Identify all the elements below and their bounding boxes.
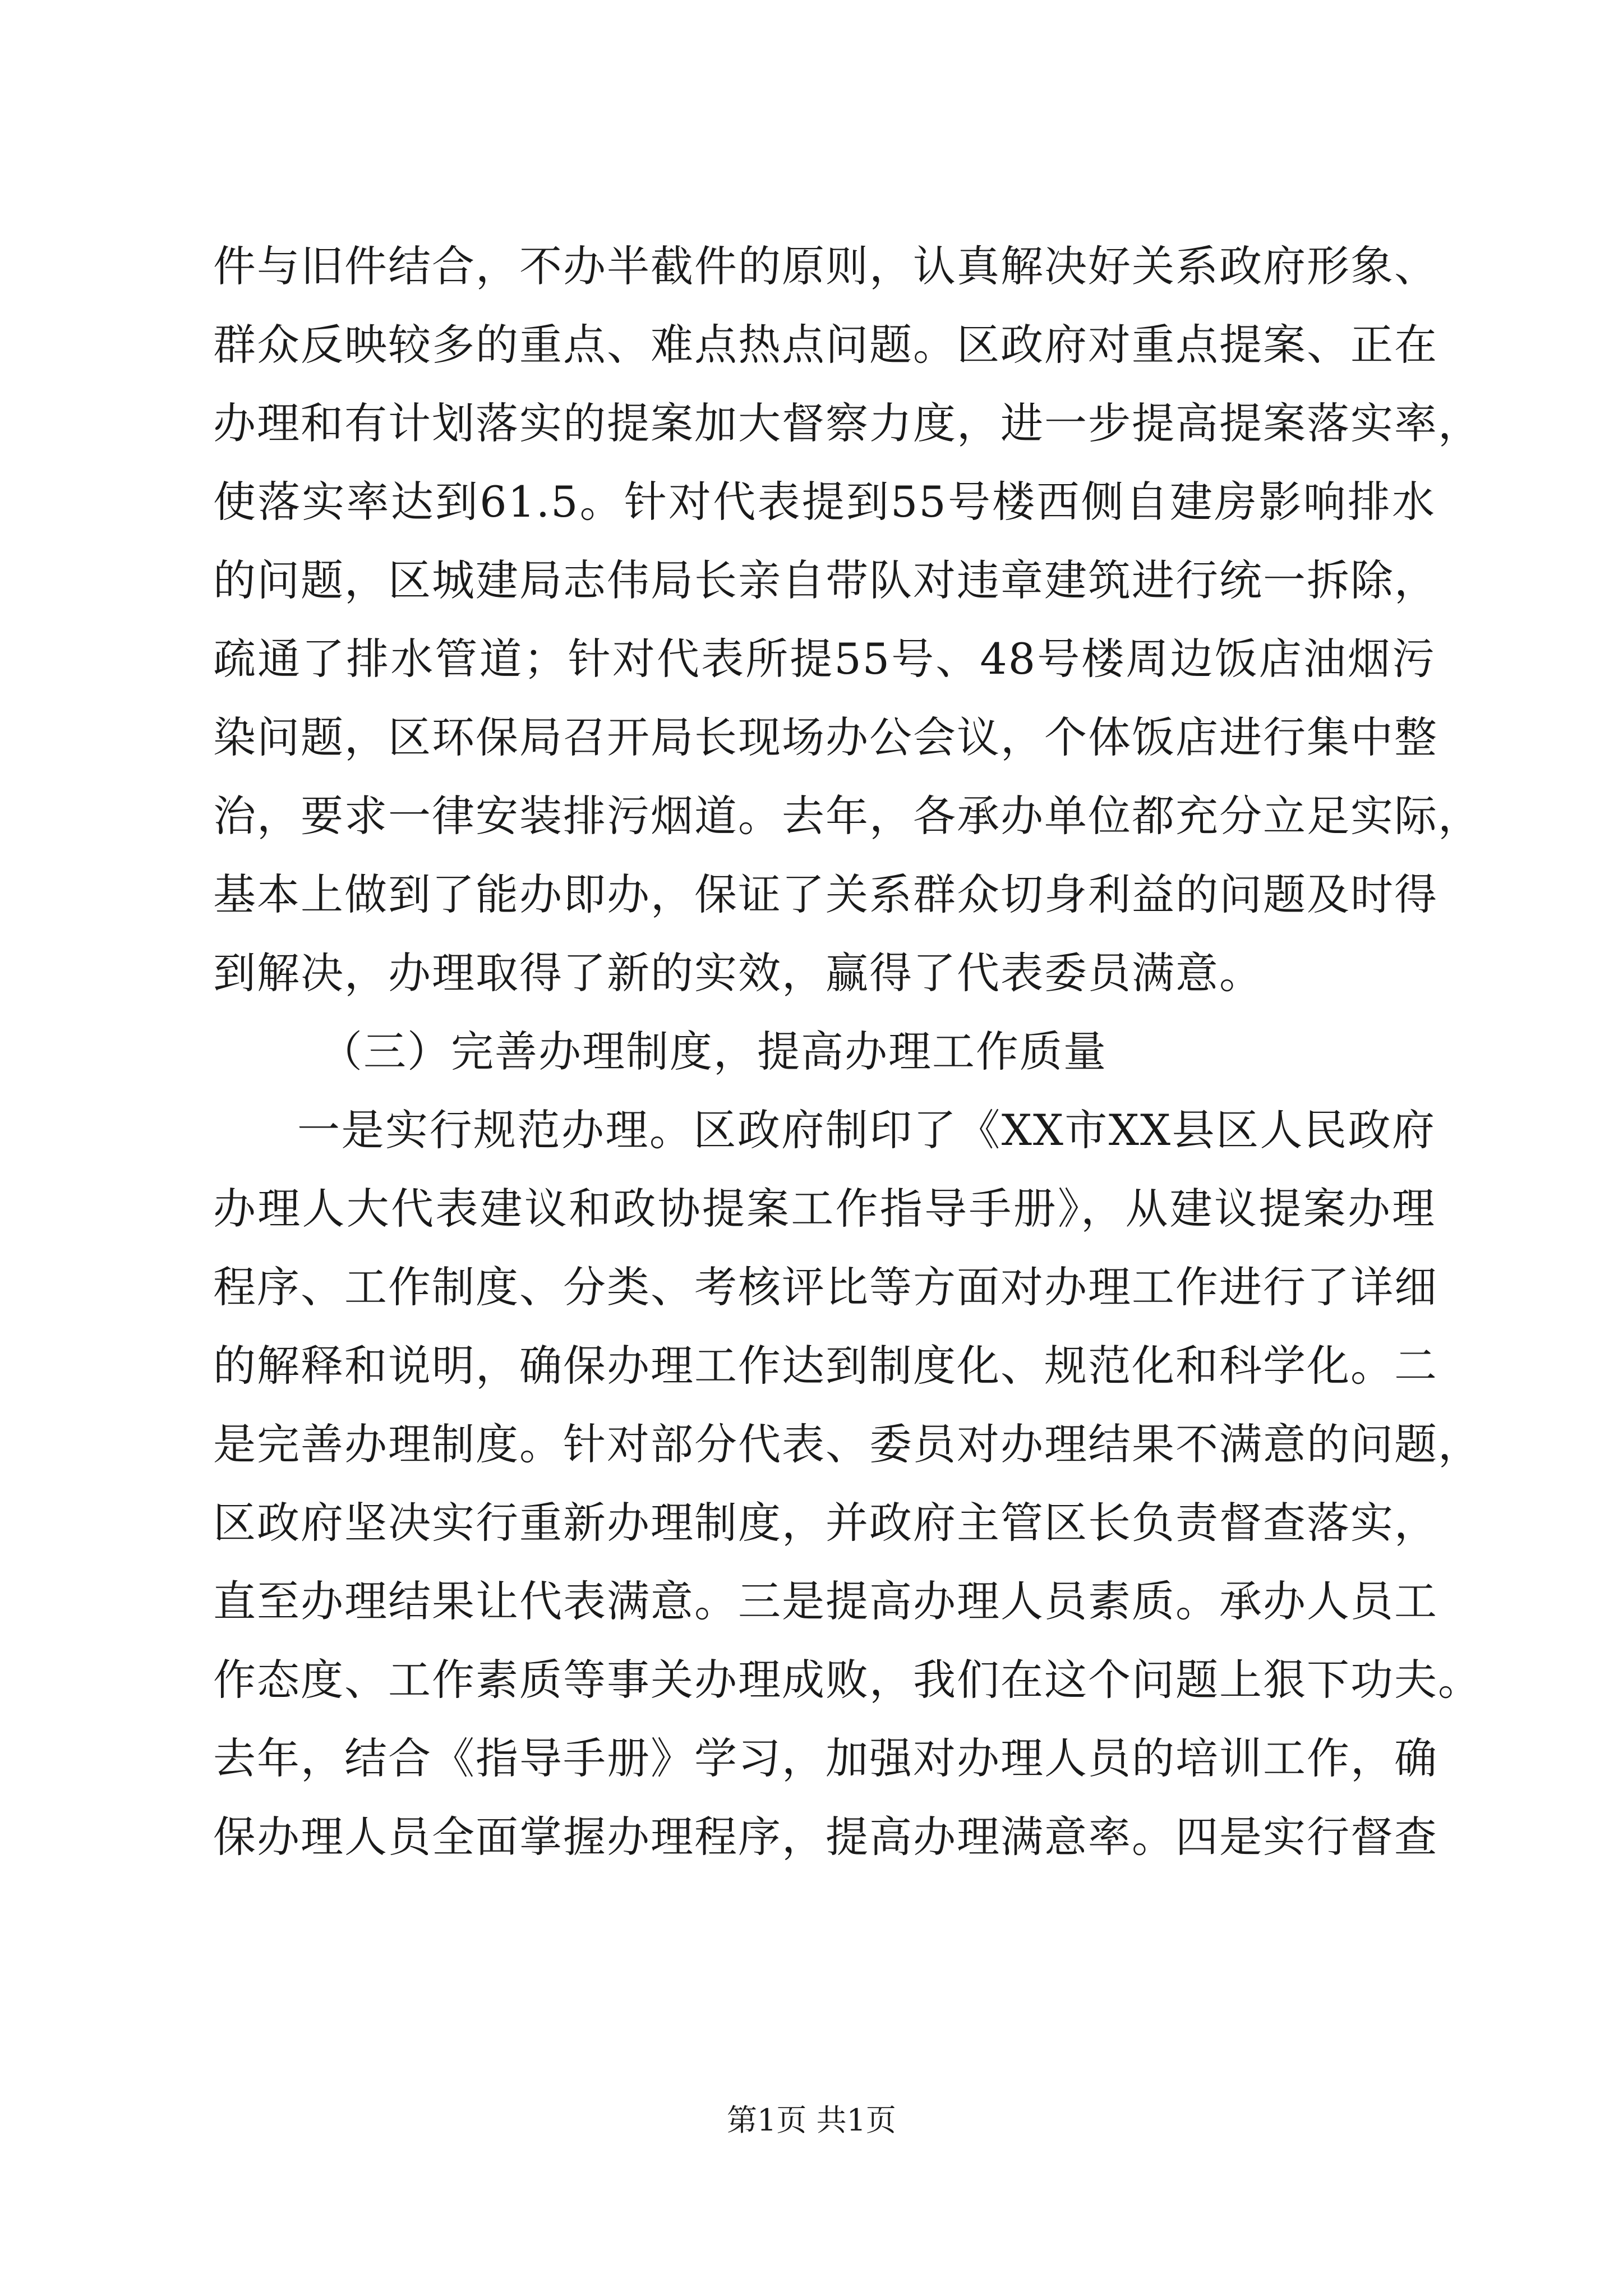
text-line: 保办理人员全面掌握办理程序，提高办理满意率。四是实行督查 <box>213 1812 1438 1862</box>
text-line: 使落实率达到61.5。针对代表提到55号楼西侧自建房影响排水 <box>213 477 1436 527</box>
section-heading: （三）完善办理制度，提高办理工作质量 <box>320 1027 1107 1076</box>
text-line: 办理和有计划落实的提案加大督察力度，进一步提高提案落实率， <box>213 398 1482 448</box>
text-line: 的问题，区城建局志伟局长亲自带队对违章建筑进行统一拆除， <box>213 555 1438 605</box>
text-line: 作态度、工作素质等事关办理成败，我们在这个问题上狠下功夫。 <box>213 1655 1482 1705</box>
text-line: 办理人大代表建议和政协提案工作指导手册》，从建议提案办理 <box>213 1184 1436 1234</box>
text-line: 区政府坚决实行重新办理制度，并政府主管区长负责督查落实， <box>213 1498 1438 1548</box>
text-line: 基本上做到了能办即办，保证了关系群众切身利益的问题及时得 <box>213 869 1438 919</box>
text-line: 去年，结合《指导手册》学习，加强对办理人员的培训工作，确 <box>213 1733 1438 1783</box>
text-line: 程序、工作制度、分类、考核评比等方面对办理工作进行了详细 <box>213 1262 1438 1312</box>
text-line: 治，要求一律安装排污烟道。去年，各承办单位都充分立足实际， <box>213 791 1482 841</box>
text-line: 的解释和说明，确保办理工作达到制度化、规范化和科学化。二 <box>213 1341 1438 1391</box>
text-line: 染问题，区环保局召开局长现场办公会议，个体饭店进行集中整 <box>213 712 1438 762</box>
page-number-footer: 第1页 共1页 <box>727 2102 896 2138</box>
text-line: 疏通了排水管道；针对代表所提55号、48号楼周边饭店油烟污 <box>213 634 1436 684</box>
text-line: 是完善办理制度。针对部分代表、委员对办理结果不满意的问题， <box>213 1419 1482 1469</box>
text-line: 件与旧件结合，不办半截件的原则，认真解决好关系政府形象、 <box>213 241 1438 291</box>
text-line-paragraph-end: 到解决，办理取得了新的实效，赢得了代表委员满意。 <box>213 948 1263 998</box>
text-line-paragraph-start: 一是实行规范办理。区政府制印了《XX市XX县区人民政府 <box>297 1105 1436 1155</box>
text-line: 直至办理结果让代表满意。三是提高办理人员素质。承办人员工 <box>213 1576 1438 1626</box>
text-line: 群众反映较多的重点、难点热点问题。区政府对重点提案、正在 <box>213 320 1438 370</box>
